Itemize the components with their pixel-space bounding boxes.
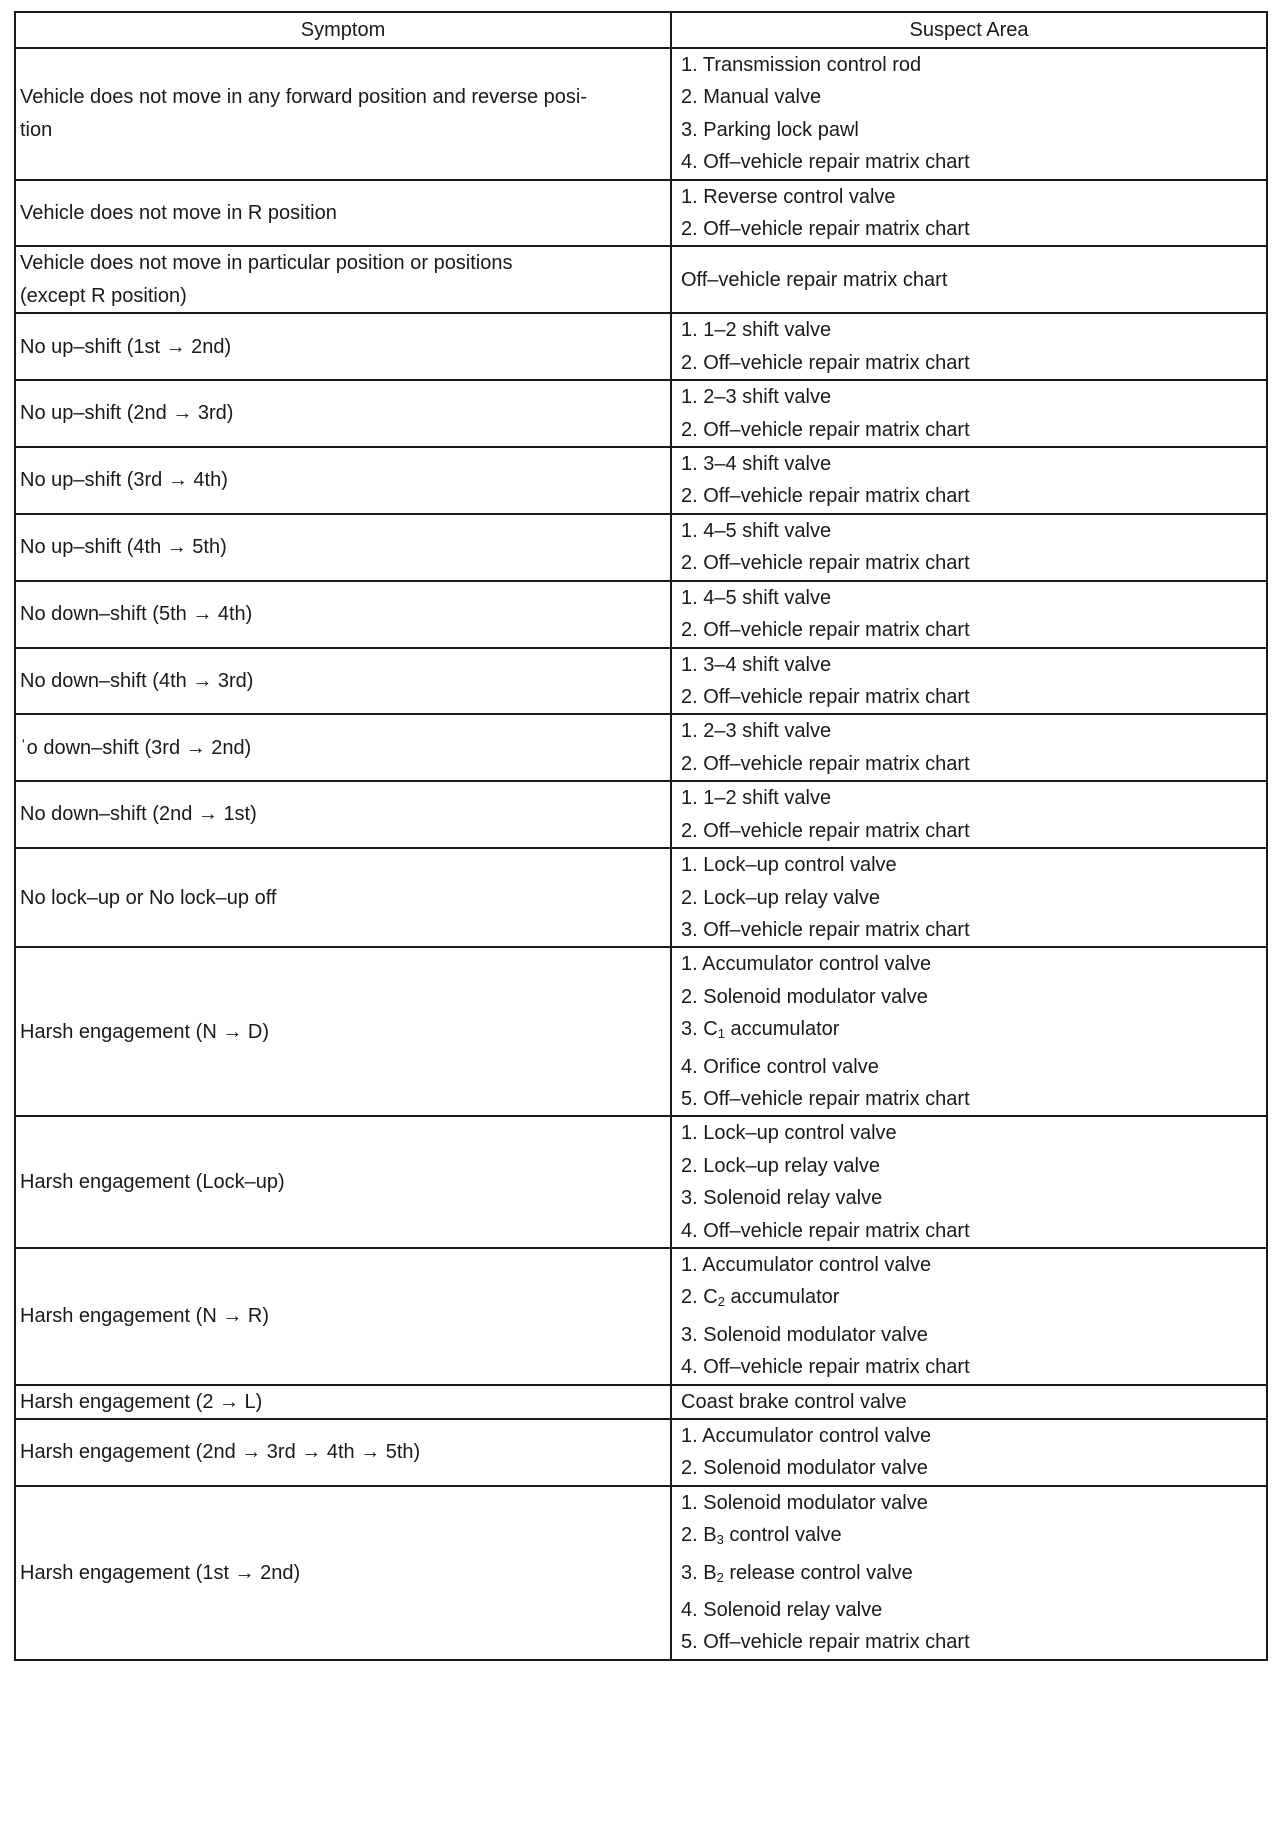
suspect-area-item: 4. Off–vehicle repair matrix chart	[681, 151, 970, 174]
table-body	[15, 48, 1267, 1660]
symptom-cell: No down–shift (5th → 4th)	[15, 581, 671, 648]
suspect-area-item: 1. 3–4 shift valve	[681, 453, 832, 476]
suspect-area-item: 2. Off–vehicle repair matrix chart	[681, 685, 970, 708]
symptom-suspect-table	[14, 11, 1268, 1661]
table-row	[15, 648, 1267, 715]
suspect-area-item: 5. Off–vehicle repair matrix chart	[681, 1087, 970, 1110]
suspect-area-item: 1. Reverse control valve	[681, 185, 896, 208]
symptom-cell: Harsh engagement (Lock–up)	[15, 1116, 671, 1248]
table-row	[15, 848, 1267, 947]
suspect-area-item: 1. 2–3 shift valve	[681, 386, 832, 409]
suspect-area-cell	[671, 648, 1267, 715]
table-row	[15, 581, 1267, 648]
suspect-area-cell	[671, 581, 1267, 648]
table-row	[15, 380, 1267, 447]
suspect-area-item: Coast brake control valve	[681, 1390, 907, 1413]
suspect-area-item: 1. 4–5 shift valve	[681, 519, 832, 542]
suspect-area-item: 2. Lock–up relay valve	[681, 886, 881, 909]
suspect-area-item: 1. Accumulator control valve	[681, 1425, 932, 1448]
suspect-area-item: 2. Solenoid modulator valve	[681, 985, 928, 1008]
suspect-area-item: 1. Accumulator control valve	[681, 1254, 932, 1276]
suspect-area-item: 2. Off–vehicle repair matrix chart	[681, 752, 970, 775]
symptom-column-header: Symptom	[15, 12, 671, 48]
table-row	[15, 514, 1267, 581]
suspect-area-item: 1. 4–5 shift valve	[681, 586, 832, 609]
suspect-area-item: 4. Off–vehicle repair matrix chart	[681, 1219, 970, 1242]
table-row	[15, 180, 1267, 247]
symptom-line: (except R position)	[20, 284, 187, 307]
symptom-cell	[15, 48, 671, 180]
suspect-area-cell	[671, 246, 1267, 313]
symptom-cell: No up–shift (4th → 5th)	[15, 514, 671, 581]
suspect-area-cell	[671, 1486, 1267, 1660]
symptom-cell: Harsh engagement (2 → L)	[15, 1385, 671, 1419]
suspect-area-item: 5. Off–vehicle repair matrix chart	[681, 1631, 970, 1654]
symptom-cell: Harsh engagement (N → R)	[15, 1248, 671, 1385]
suspect-area-cell	[671, 447, 1267, 514]
suspect-area-cell	[671, 781, 1267, 848]
suspect-area-item: 1. Lock–up control valve	[681, 854, 897, 877]
suspect-area-cell	[671, 1116, 1267, 1248]
symptom-cell: ˈo down–shift (3rd → 2nd)	[15, 714, 671, 781]
symptom-cell: No up–shift (3rd → 4th)	[15, 447, 671, 514]
symptom-cell: Harsh engagement (N → D)	[15, 947, 671, 1116]
suspect-area-item: 2. Solenoid modulator valve	[681, 1457, 928, 1480]
suspect-area-item: 3. Solenoid relay valve	[681, 1187, 883, 1210]
suspect-area-item: 1. Accumulator control valve	[681, 953, 932, 976]
symptom-cell: Harsh engagement (1st → 2nd)	[15, 1486, 671, 1660]
suspect-area-item: 4. Orifice control valve	[681, 1055, 879, 1078]
suspect-area-item: 2. Off–vehicle repair matrix chart	[681, 819, 970, 842]
suspect-area-item: 3. Off–vehicle repair matrix chart	[681, 918, 970, 941]
suspect-area-item: 2. Off–vehicle repair matrix chart	[681, 485, 970, 508]
suspect-area-item: 2. Off–vehicle repair matrix chart	[681, 619, 970, 642]
table-row	[15, 1486, 1267, 1660]
suspect-area-item: 1. Solenoid modulator valve	[681, 1491, 928, 1514]
suspect-area-item: 3. Solenoid modulator valve	[681, 1323, 928, 1346]
suspect-area-item: 4. Solenoid relay valve	[681, 1599, 883, 1622]
table-header-row	[15, 12, 1267, 48]
table-row	[15, 781, 1267, 848]
suspect-area-cell	[671, 313, 1267, 380]
symptom-cell: No lock–up or No lock–up off	[15, 848, 671, 947]
symptom-cell: No down–shift (4th → 3rd)	[15, 648, 671, 715]
suspect-area-cell	[671, 947, 1267, 1116]
suspect-area-cell	[671, 514, 1267, 581]
symptom-cell: Harsh engagement (2nd → 3rd → 4th → 5th)	[15, 1419, 671, 1486]
troubleshooting-table-page	[14, 11, 1266, 1661]
symptom-cell: No up–shift (1st → 2nd)	[15, 313, 671, 380]
suspect-area-item: 1. 2–3 shift valve	[681, 720, 832, 743]
suspect-area-cell	[671, 180, 1267, 247]
suspect-area-item: 2. Off–vehicle repair matrix chart	[681, 351, 970, 374]
suspect-area-item: 2. $C_2$ accumulator	[681, 1286, 840, 1310]
suspect-area-cell	[671, 1248, 1267, 1385]
table-row	[15, 313, 1267, 380]
table-row	[15, 48, 1267, 180]
symptom-cell: No up–shift (2nd → 3rd)	[15, 380, 671, 447]
symptom-line: Vehicle does not move in particular position or positions	[20, 252, 513, 275]
suspect-area-item: 3. Parking lock pawl	[681, 118, 859, 141]
symptom-cell	[15, 246, 671, 313]
suspect-area-item: Off–vehicle repair matrix chart	[681, 268, 948, 291]
symptom-line: tion	[20, 118, 53, 141]
symptom-cell: Vehicle does not move in R position	[15, 180, 671, 247]
table-row	[15, 1385, 1267, 1419]
table-row	[15, 1419, 1267, 1486]
table-row	[15, 447, 1267, 514]
suspect-area-item: 2. Manual valve	[681, 86, 822, 109]
suspect-area-cell	[671, 1419, 1267, 1486]
table-row	[15, 1248, 1267, 1385]
suspect-area-cell	[671, 48, 1267, 180]
suspect-area-item: 4. Off–vehicle repair matrix chart	[681, 1356, 970, 1379]
symptom-cell: No down–shift (2nd → 1st)	[15, 781, 671, 848]
suspect-area-item: 3. $B_2$ release control valve	[681, 1561, 913, 1585]
table-row	[15, 246, 1267, 313]
suspect-area-item: 1. 1–2 shift valve	[681, 319, 832, 342]
suspect-area-cell	[671, 848, 1267, 947]
suspect-area-item: 2. Off–vehicle repair matrix chart	[681, 218, 970, 241]
suspect-area-item: 1. Lock–up control valve	[681, 1122, 897, 1145]
suspect-area-item: 1. Transmission control rod	[681, 54, 922, 76]
table-row	[15, 714, 1267, 781]
suspect-area-item: 1. 3–4 shift valve	[681, 653, 832, 676]
suspect-area-item: 2. Off–vehicle repair matrix chart	[681, 552, 970, 575]
table-row	[15, 947, 1267, 1116]
suspect-area-column-header: Suspect Area	[671, 12, 1267, 48]
suspect-area-item: 2. Off–vehicle repair matrix chart	[681, 418, 970, 441]
suspect-area-cell	[671, 714, 1267, 781]
suspect-area-item: 2. $B_3$ control valve	[681, 1524, 842, 1548]
suspect-area-item: 3. $C_1$ accumulator	[681, 1018, 840, 1042]
table-row	[15, 1116, 1267, 1248]
suspect-area-item: 2. Lock–up relay valve	[681, 1154, 881, 1177]
suspect-area-cell	[671, 1385, 1267, 1419]
suspect-area-item: 1. 1–2 shift valve	[681, 787, 832, 810]
suspect-area-cell	[671, 380, 1267, 447]
symptom-line: Vehicle does not move in any forward position and reverse posi-	[20, 86, 587, 109]
